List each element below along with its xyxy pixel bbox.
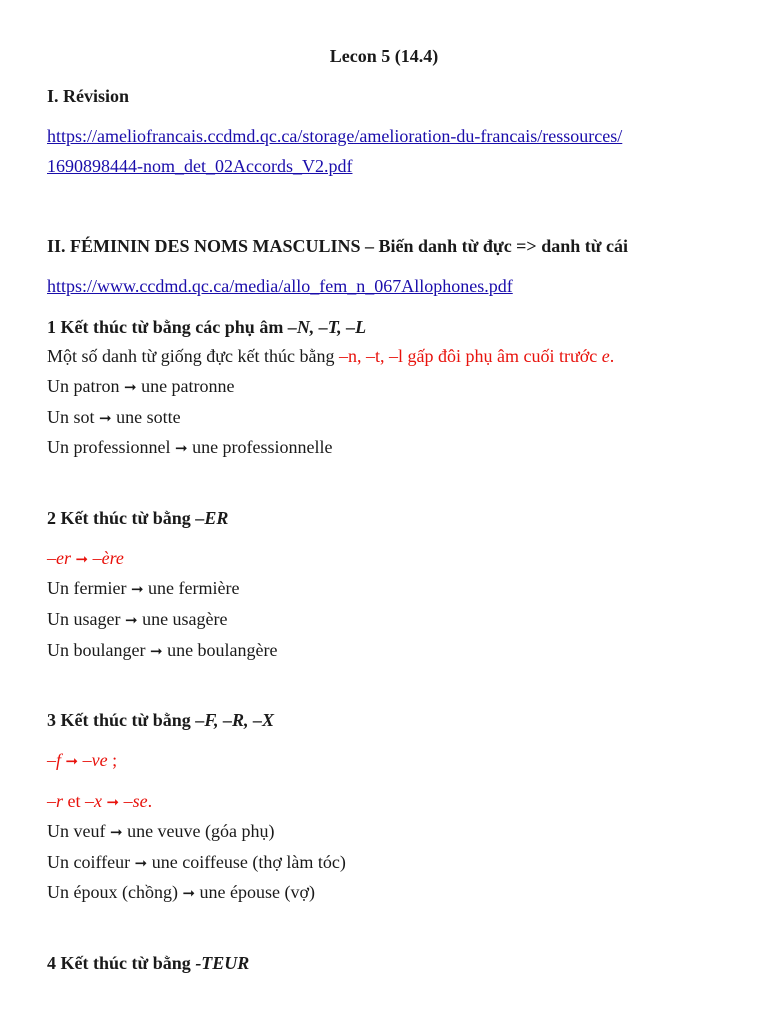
rule1-desc-text: Một số danh từ giống đực kết thúc bằng xyxy=(47,346,339,366)
masculine-noun: Un fermier xyxy=(47,578,127,598)
arrow-icon: ➞ xyxy=(123,378,137,396)
revision-link-part2[interactable]: 1690898444-nom_det_02Accords_V2.pdf xyxy=(47,156,353,176)
masculine-noun: Un veuf xyxy=(47,821,106,841)
rule3-heading-text: 3 Kết thúc từ bằng xyxy=(47,710,196,730)
rule2-heading-ending: –ER xyxy=(195,508,229,528)
rule3-pattern-f xyxy=(47,749,117,772)
feminine-noun: une sotte xyxy=(116,407,181,427)
masculine-noun: Un sot xyxy=(47,407,95,427)
rule2-heading xyxy=(47,507,228,529)
arrow-icon: ➞ xyxy=(174,439,188,457)
rule2-example xyxy=(47,577,240,600)
masculine-noun: Un usager xyxy=(47,609,121,629)
section-heading-feminin: II. FÉMININ DES NOMS MASCULINS – Biến danh từ đực => danh từ cái xyxy=(47,236,629,256)
masculine-noun: Un époux (chồng) xyxy=(47,882,178,902)
pattern-from-x: –x xyxy=(85,791,103,811)
section-heading-revision: I. Révision xyxy=(47,86,130,106)
pattern-conjunction: et xyxy=(63,791,86,811)
feminine-noun: une fermière xyxy=(148,578,240,598)
arrow-icon: ➞ xyxy=(149,642,163,660)
revision-link-part1[interactable]: https://ameliofrancais.ccdmd.qc.ca/storage/amelioration-du-francais/ressources/ xyxy=(47,126,623,146)
rule4-heading-text: 4 Kết thúc từ bằng xyxy=(47,953,196,973)
masculine-noun: Un professionnel xyxy=(47,437,171,457)
rule1-description xyxy=(47,345,614,367)
rule3-example xyxy=(47,881,315,904)
masculine-noun: Un coiffeur xyxy=(47,852,131,872)
rule3-example xyxy=(47,851,346,874)
rule1-desc-red: –n, –t, –l gấp đôi phụ âm cuối trước xyxy=(338,346,602,366)
rule1-desc-period: . xyxy=(609,346,615,366)
arrow-icon: ➞ xyxy=(106,793,120,811)
feminine-noun: une boulangère xyxy=(167,640,278,660)
rule1-example xyxy=(47,436,333,459)
rule2-example xyxy=(47,639,278,662)
feminine-noun: une coiffeuse (thợ làm tóc) xyxy=(151,852,346,872)
arrow-icon: ➞ xyxy=(124,611,138,629)
feminin-link[interactable]: https://www.ccdmd.qc.ca/media/allo_fem_n_067Allophones.pdf xyxy=(47,276,513,296)
feminine-noun: une usagère xyxy=(142,609,228,629)
rule2-example xyxy=(47,608,228,631)
rule1-heading xyxy=(47,316,366,338)
pattern-to: –ve xyxy=(82,750,108,770)
rule4-heading-ending: -TEUR xyxy=(195,953,250,973)
rule3-heading xyxy=(47,709,274,731)
feminine-noun: une épouse (vợ) xyxy=(199,882,316,902)
masculine-noun: Un patron xyxy=(47,376,120,396)
rule1-desc-red-letter: e xyxy=(601,346,610,366)
arrow-icon: ➞ xyxy=(75,550,89,568)
feminine-noun: une veuve (góa phụ) xyxy=(127,821,275,841)
feminine-noun: une patronne xyxy=(141,376,235,396)
rule4-heading xyxy=(47,952,249,974)
pattern-from-r: –r xyxy=(47,791,64,811)
rule1-example xyxy=(47,406,181,429)
rule2-heading-text: 2 Kết thúc từ bằng xyxy=(47,508,196,528)
pattern-from: –f xyxy=(47,750,62,770)
rule3-pattern-rx xyxy=(47,790,152,813)
pattern-from: –er xyxy=(47,548,71,568)
rule2-pattern xyxy=(47,547,124,570)
feminine-noun: une professionnelle xyxy=(192,437,333,457)
arrow-icon: ➞ xyxy=(99,409,112,427)
arrow-icon: ➞ xyxy=(65,752,79,770)
arrow-icon: ➞ xyxy=(182,884,196,902)
arrow-icon: ➞ xyxy=(109,823,123,841)
rule1-example xyxy=(47,375,235,398)
pattern-punct: . xyxy=(147,791,153,811)
rule3-example xyxy=(47,820,275,843)
rule1-heading-text: 1 Kết thúc từ bằng các phụ âm xyxy=(47,317,288,337)
arrow-icon: ➞ xyxy=(134,854,148,872)
page-title: Lecon 5 (14.4) xyxy=(329,46,439,66)
masculine-noun: Un boulanger xyxy=(47,640,146,660)
pattern-to: –ère xyxy=(92,548,124,568)
pattern-punct: ; xyxy=(107,750,118,770)
pattern-to: –se xyxy=(123,791,148,811)
rule1-heading-endings: –N, –T, –L xyxy=(287,317,367,337)
rule3-heading-endings: –F, –R, –X xyxy=(195,710,275,730)
arrow-icon: ➞ xyxy=(130,580,144,598)
